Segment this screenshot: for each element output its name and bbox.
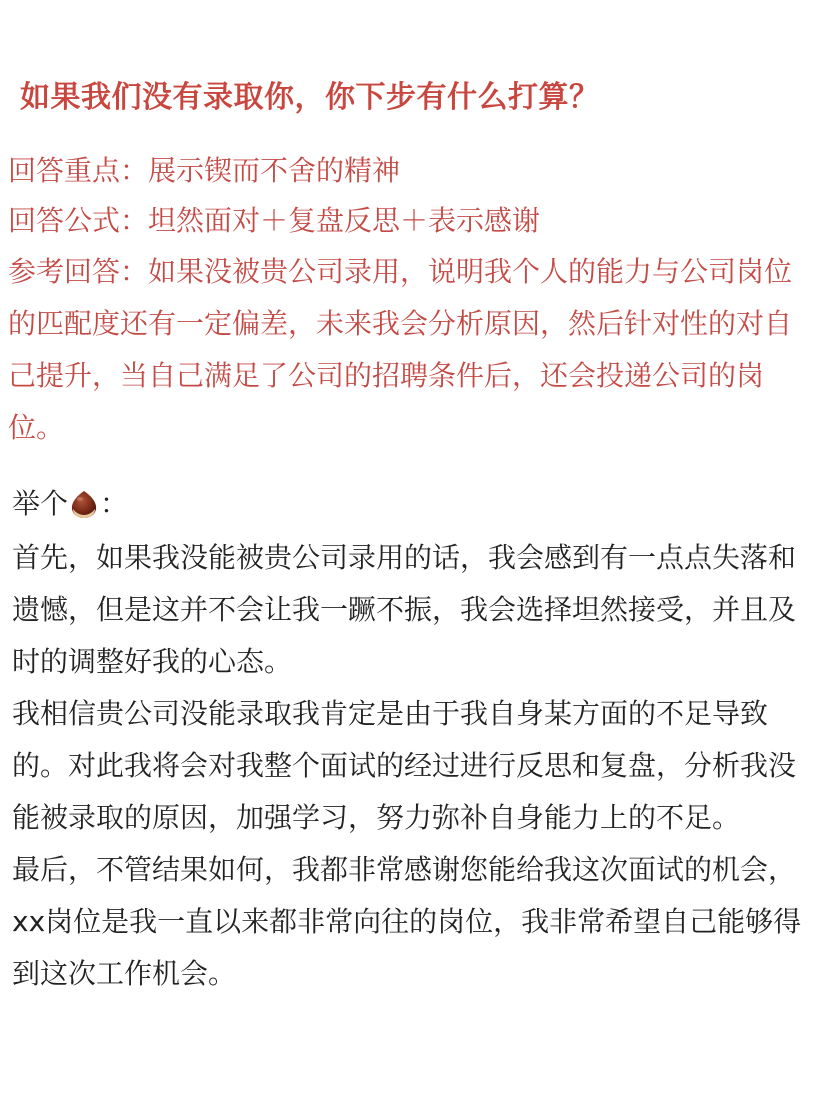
example-paragraph-1: 首先，如果我没能被贵公司录用的话，我会感到有一点点失落和遗憾，但是这并不会让我一蹶不振，我会选择坦然接受，并且及时的调整好我的心态。	[12, 541, 797, 678]
example-paragraph-2: 我相信贵公司没能录取我肯定是由于我自身某方面的不足导致的。对此我将会对我整个面试的经过进行反思和复盘，分析我没能被录取的原因，加强学习，努力弥补自身能力上的不足。	[12, 697, 797, 834]
reference-answer: 参考回答：如果没被贵公司录用，说明我个人的能力与公司岗位的匹配度还有一定偏差，未来我会分析原因，然后针对性的对自己提升，当自己满足了公司的招聘条件后，还会投递公司的岗位。	[8, 255, 793, 444]
example-paragraph-3: 最后，不管结果如何，我都非常感谢您能给我这次面试的机会，xx岗位是我一直以来都非常向往的岗位，我非常希望自己能够得到这次工作机会。	[12, 853, 802, 990]
example-content	[12, 532, 812, 1000]
formula-line: 回答公式：坦然面对＋复盘反思＋表示感谢	[8, 204, 541, 237]
example-suffix: ：	[100, 487, 129, 520]
answer-guide	[8, 146, 820, 454]
example-heading	[12, 480, 128, 528]
chestnut-icon	[70, 486, 98, 516]
key-point-line: 回答重点：展示锲而不舍的精神	[8, 154, 401, 187]
page-title: 如果我们没有录取你，你下步有什么打算？	[20, 80, 600, 115]
example-prefix: 举个	[12, 487, 69, 520]
